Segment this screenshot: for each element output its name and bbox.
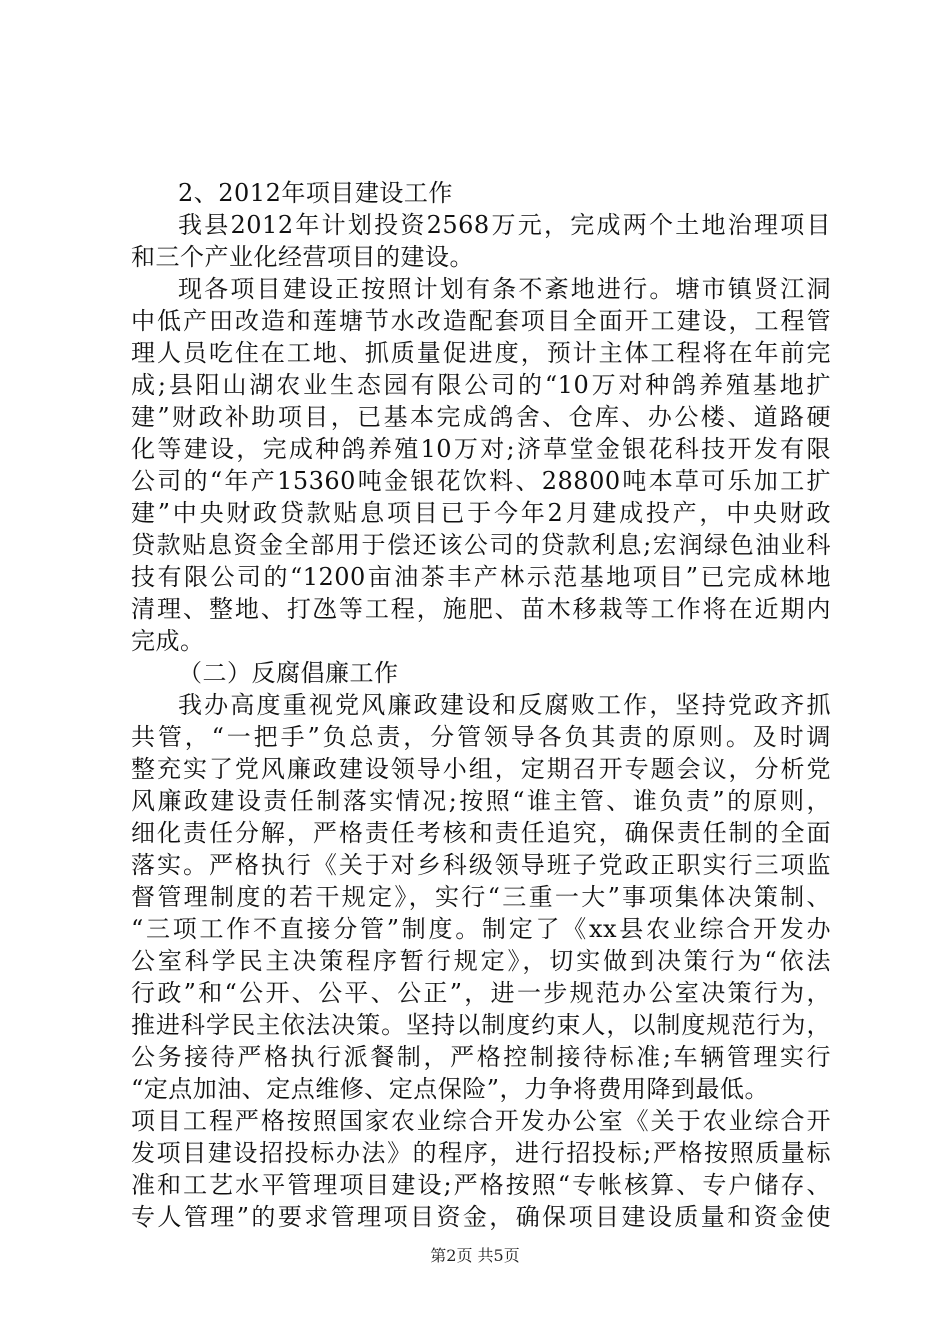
paragraph-line: 理人员吃住在工地、抓质量促进度，预计主体工程将在年前完: [131, 339, 831, 367]
paragraph-line: 公司的“年产15360吨金银花饮料、28800吨本草可乐加工扩: [131, 467, 831, 495]
paragraph-line: 准和工艺水平管理项目建设;严格按照“专帐核算、专户储存、: [131, 1171, 831, 1199]
page-number-footer: 第2页 共5页: [430, 1246, 520, 1265]
section-heading-anti-corruption: （二）反腐倡廉工作: [178, 659, 399, 687]
paragraph-line: 化等建设，完成种鸽养殖10万对;济草堂金银花科技开发有限: [131, 435, 831, 463]
paragraph-line: 公务接待严格执行派餐制，严格控制接待标准;车辆管理实行: [131, 1043, 831, 1071]
paragraph-line: 共管，“一把手”负总责，分管领导各负其责的原则。及时调: [131, 723, 831, 751]
paragraph-line: 专人管理”的要求管理项目资金，确保项目建设质量和资金使: [131, 1203, 831, 1231]
paragraph-line: 我办高度重视党风廉政建设和反腐败工作，坚持党政齐抓: [178, 691, 831, 719]
paragraph-line: “三项工作不直接分管”制度。制定了《xx县农业综合开发办: [131, 915, 831, 943]
paragraph-line: 发项目建设招投标办法》的程序，进行招投标;严格按照质量标: [131, 1139, 831, 1167]
paragraph-line: 督管理制度的若干规定》，实行“三重一大”事项集体决策制、: [131, 883, 831, 911]
paragraph-line: 细化责任分解，严格责任考核和责任追究，确保责任制的全面: [131, 819, 831, 847]
paragraph-line: 风廉政建设责任制落实情况;按照“谁主管、谁负责”的原则，: [131, 787, 831, 815]
paragraph-line: 行政”和“公开、公平、公正”，进一步规范办公室决策行为，: [131, 979, 831, 1007]
section-heading-2012-projects: 2、2012年项目建设工作: [178, 179, 453, 207]
paragraph-line: 现各项目建设正按照计划有条不紊地进行。塘市镇贤江洞: [178, 275, 831, 303]
paragraph-line: 完成。: [131, 627, 205, 655]
paragraph-line: 推进科学民主依法决策。坚持以制度约束人，以制度规范行为，: [131, 1011, 831, 1039]
paragraph-line: 建”财政补助项目，已基本完成鸽舍、仓库、办公楼、道路硬: [131, 403, 831, 431]
paragraph-line: 中低产田改造和莲塘节水改造配套项目全面开工建设，工程管: [131, 307, 831, 335]
paragraph-line: 公室科学民主决策程序暂行规定》，切实做到决策行为“依法: [131, 947, 831, 975]
paragraph-line: 项目工程严格按照国家农业综合开发办公室《关于农业综合开: [131, 1107, 831, 1135]
paragraph-line: 清理、整地、打氹等工程，施肥、苗木移栽等工作将在近期内: [131, 595, 831, 623]
paragraph-line: 成;县阳山湖农业生态园有限公司的“10万对种鸽养殖基地扩: [131, 371, 831, 399]
paragraph-line: “定点加油、定点维修、定点保险”，力争将费用降到最低。: [131, 1075, 770, 1103]
paragraph-line: 落实。严格执行《关于对乡科级领导班子党政正职实行三项监: [131, 851, 831, 879]
paragraph-line: 和三个产业化经营项目的建设。: [131, 243, 474, 271]
paragraph-line: 技有限公司的“1200亩油茶丰产林示范基地项目”已完成林地: [131, 563, 831, 591]
paragraph-line: 整充实了党风廉政建设领导小组，定期召开专题会议，分析党: [131, 755, 831, 783]
paragraph-line: 贷款贴息资金全部用于偿还该公司的贷款利息;宏润绿色油业科: [131, 531, 831, 559]
paragraph-line: 建”中央财政贷款贴息项目已于今年2月建成投产，中央财政: [131, 499, 831, 527]
paragraph-line: 我县2012年计划投资2568万元，完成两个土地治理项目: [178, 211, 831, 239]
